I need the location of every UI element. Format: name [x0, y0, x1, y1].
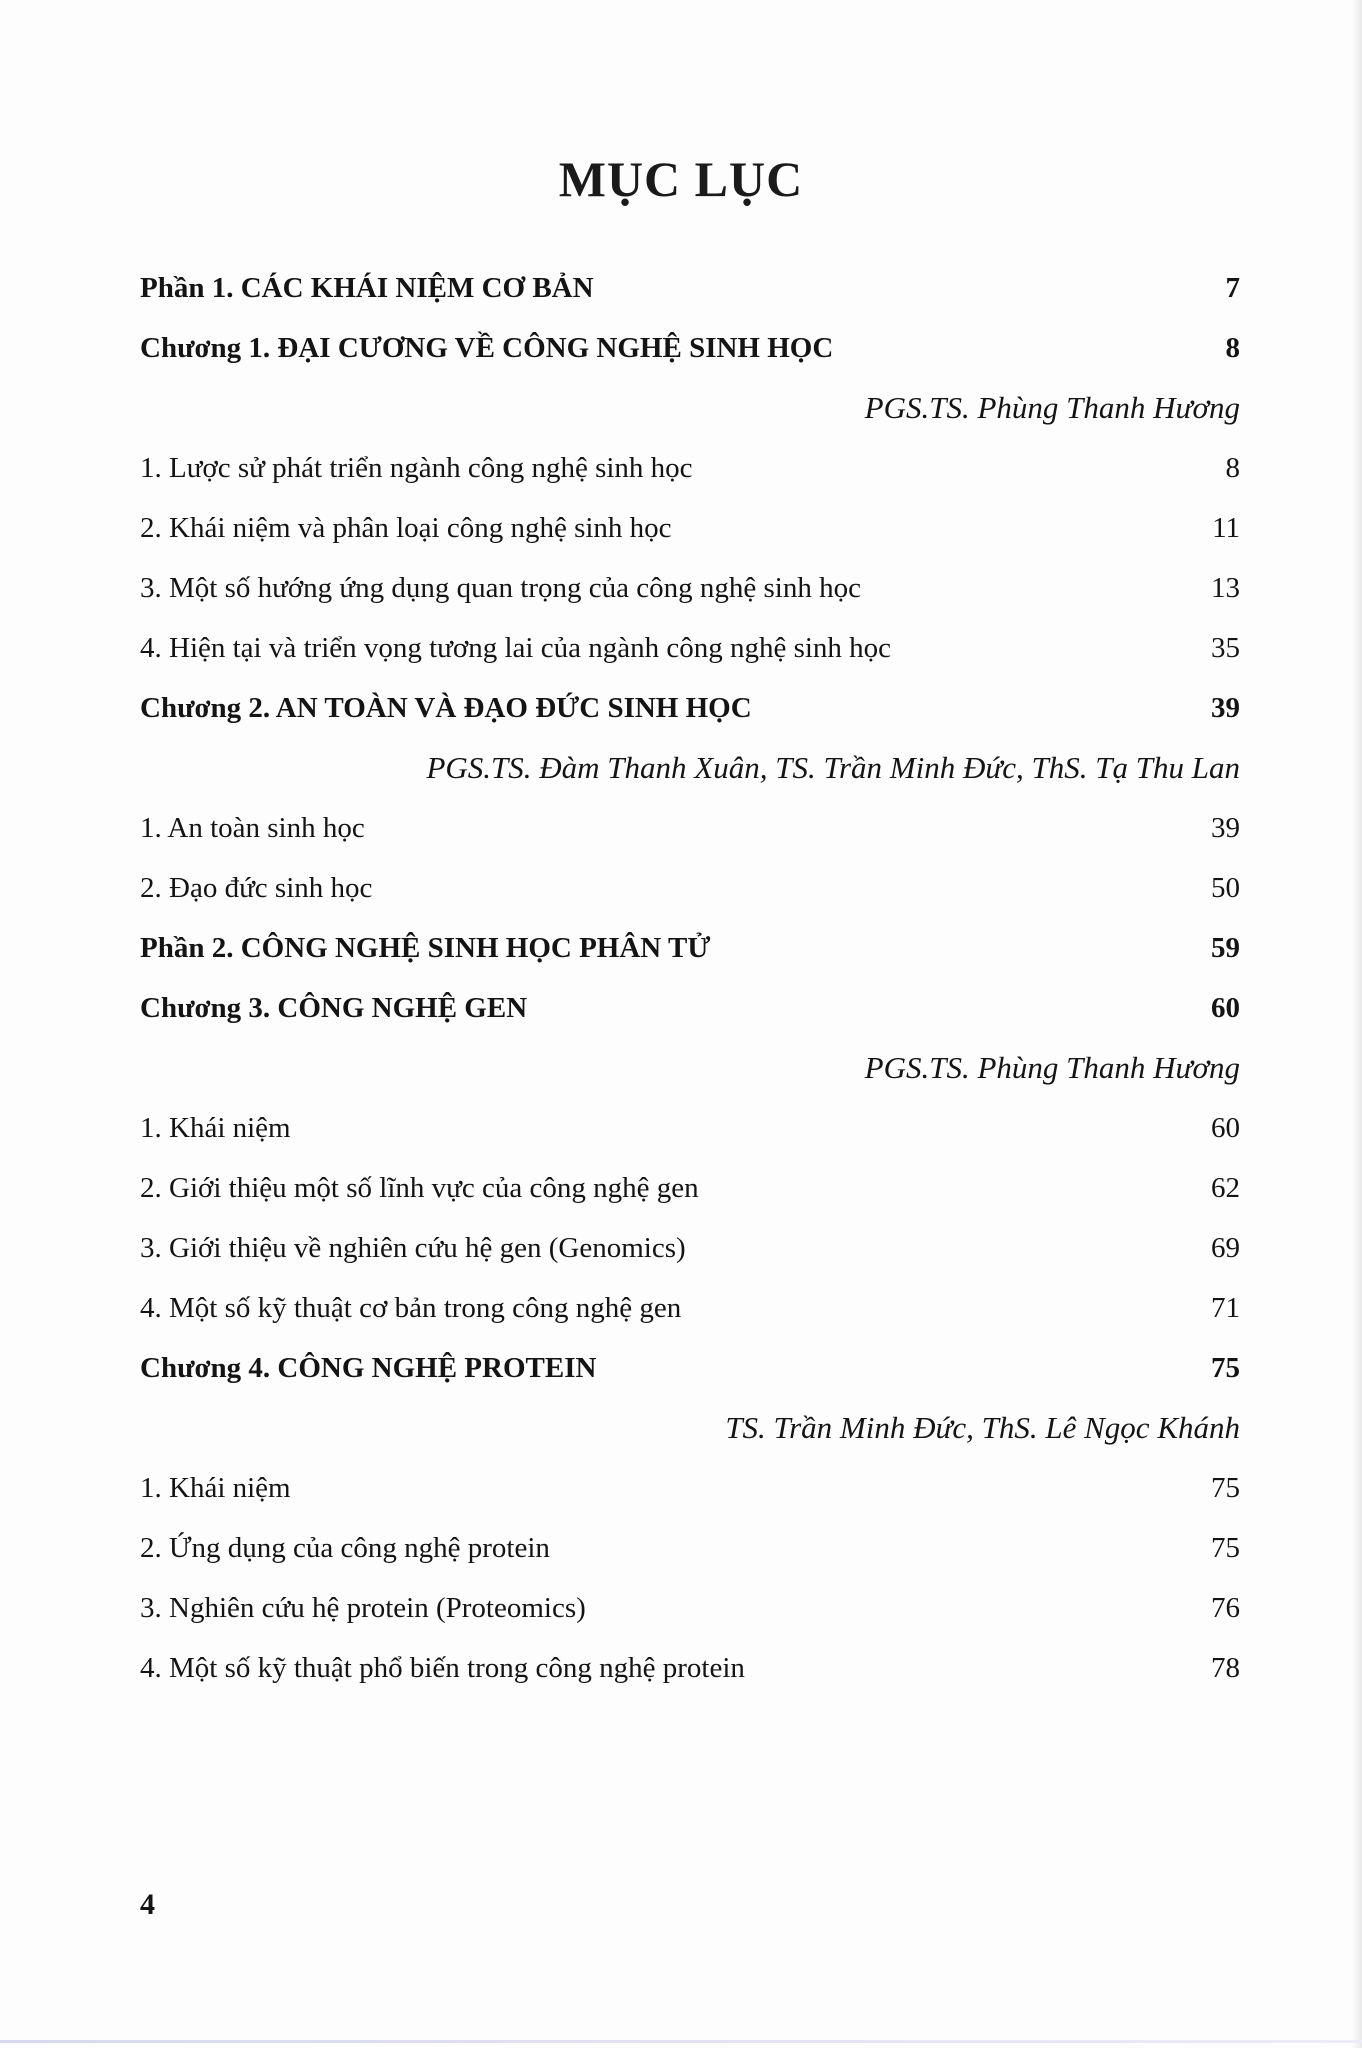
toc-author-title: PGS.TS. Phùng Thanh Hương [864, 390, 1240, 425]
toc-section-title: 2. Ứng dụng của công nghệ protein [140, 1532, 550, 1564]
toc-section-row [140, 438, 1240, 498]
toc-section-title: 1. Khái niệm [140, 1112, 291, 1144]
toc-section-title: 2. Khái niệm và phân loại công nghệ sinh học [140, 512, 672, 544]
toc-section-row [140, 1518, 1240, 1578]
toc-page-number: 60 [1211, 1112, 1240, 1144]
toc-part-row [140, 258, 1240, 318]
toc-section-title: 4. Hiện tại và triển vọng tương lai của ngành công nghệ sinh học [140, 632, 892, 664]
toc-chapter-row [140, 1338, 1240, 1398]
toc-page-number: 60 [1211, 992, 1240, 1024]
toc-section-title: 1. Khái niệm [140, 1472, 291, 1504]
toc-section-title: 4. Một số kỹ thuật phổ biến trong công nghệ protein [140, 1652, 745, 1684]
toc-section-title: 2. Giới thiệu một số lĩnh vực của công nghệ gen [140, 1172, 699, 1204]
toc-section-title: 1. An toàn sinh học [140, 812, 365, 844]
toc-page-number: 35 [1211, 632, 1240, 664]
toc-part-title: Phần 2. CÔNG NGHỆ SINH HỌC PHÂN TỬ [140, 932, 711, 964]
toc-section-row [140, 558, 1240, 618]
toc-chapter-row [140, 978, 1240, 1038]
toc-page-number: 59 [1211, 932, 1240, 964]
toc-chapter-title: Chương 1. ĐẠI CƯƠNG VỀ CÔNG NGHỆ SINH HỌC [140, 332, 834, 364]
toc-page-number: 50 [1211, 872, 1240, 904]
toc-chapter-row [140, 318, 1240, 378]
toc-section-row [140, 618, 1240, 678]
bottom-scan-edge [0, 2040, 1362, 2043]
toc-page-number: 62 [1211, 1172, 1240, 1204]
toc-section-row [140, 1578, 1240, 1638]
toc-section-row [140, 798, 1240, 858]
page-edge-shadow [1352, 0, 1362, 2048]
toc-author-title: TS. Trần Minh Đức, ThS. Lê Ngọc Khánh [725, 1410, 1240, 1445]
toc-author-row [140, 378, 1240, 438]
toc-section-title: 3. Một số hướng ứng dụng quan trọng của công nghệ sinh học [140, 572, 861, 604]
toc-section-title: 4. Một số kỹ thuật cơ bản trong công nghệ gen [140, 1292, 682, 1324]
toc-page-number: 78 [1211, 1652, 1240, 1684]
toc-page-number: 71 [1211, 1292, 1240, 1324]
toc-page-number: 7 [1225, 272, 1240, 304]
toc-section-row [140, 1278, 1240, 1338]
toc-section-title: 3. Giới thiệu về nghiên cứu hệ gen (Genomics) [140, 1232, 686, 1264]
toc-page-number: 76 [1211, 1592, 1240, 1624]
toc-page-number: 8 [1225, 332, 1240, 364]
toc-section-row [140, 498, 1240, 558]
toc-section-row [140, 1458, 1240, 1518]
page-number: 4 [140, 1888, 155, 1921]
toc-page-number: 13 [1211, 572, 1240, 604]
toc-author-title: PGS.TS. Phùng Thanh Hương [864, 1050, 1240, 1085]
toc-chapter-title: Chương 4. CÔNG NGHỆ PROTEIN [140, 1352, 597, 1384]
toc-page-number: 75 [1211, 1352, 1240, 1384]
toc-chapter-row [140, 678, 1240, 738]
toc-page-number: 39 [1211, 692, 1240, 724]
toc-page-number: 69 [1211, 1232, 1240, 1264]
toc-section-title: 2. Đạo đức sinh học [140, 872, 373, 904]
toc-section-row [140, 1158, 1240, 1218]
toc-page-number: 8 [1225, 452, 1240, 484]
toc-page-number: 39 [1211, 812, 1240, 844]
toc-part-title: Phần 1. CÁC KHÁI NIỆM CƠ BẢN [140, 272, 594, 304]
toc-page-number: 11 [1212, 512, 1240, 544]
table-of-contents [140, 258, 1240, 1698]
toc-author-row [140, 1398, 1240, 1458]
toc-section-title: 1. Lược sử phát triển ngành công nghệ sinh học [140, 452, 693, 484]
toc-section-row [140, 1098, 1240, 1158]
toc-section-row [140, 858, 1240, 918]
toc-section-row [140, 1218, 1240, 1278]
toc-page-number: 75 [1211, 1472, 1240, 1504]
toc-section-title: 3. Nghiên cứu hệ protein (Proteomics) [140, 1592, 586, 1624]
toc-author-title: PGS.TS. Đàm Thanh Xuân, TS. Trần Minh Đức, ThS. Tạ Thu Lan [426, 750, 1240, 785]
toc-author-row [140, 738, 1240, 798]
page-title: MỤC LỤC [558, 151, 804, 207]
toc-chapter-title: Chương 2. AN TOÀN VÀ ĐẠO ĐỨC SINH HỌC [140, 692, 752, 724]
toc-section-row [140, 1638, 1240, 1698]
toc-part-row [140, 918, 1240, 978]
toc-chapter-title: Chương 3. CÔNG NGHỆ GEN [140, 992, 528, 1024]
toc-author-row [140, 1038, 1240, 1098]
toc-page-number: 75 [1211, 1532, 1240, 1564]
